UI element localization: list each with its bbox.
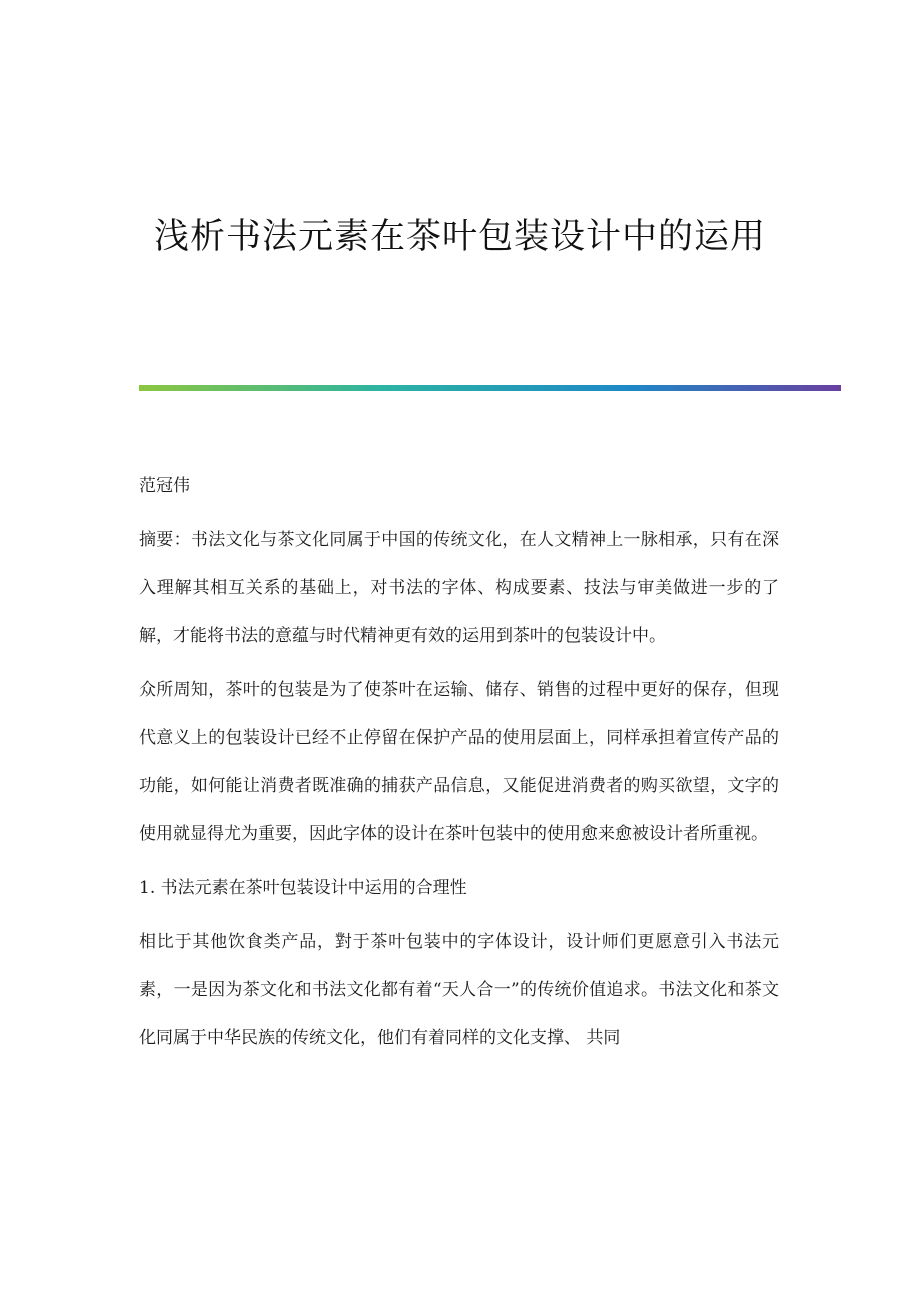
section-paragraph: 相比于其他饮食类产品，對于茶叶包装中的字体设计，设计师们更愿意引入书法元素，一是因为茶文化和书法文化都有着“天人合一”的传统价值追求。书法文化和茶文化同属于中华民族的传统文化，他们有着同样的文化支撑、 共同 (139, 932, 779, 1048)
author-name: 范冠伟 (139, 476, 190, 496)
section-heading: 1. 书法元素在茶叶包装设计中运用的合理性 (139, 878, 467, 898)
document-title: 浅析书法元素在茶叶包装设计中的运用 (153, 217, 766, 257)
abstract-paragraph: 摘要：书法文化与茶文化同属于中国的传统文化，在人文精神上一脉相承，只有在深入理解其相互关系的基础上，对书法的字体、构成要素、技法与审美做进一步的了解，才能将书法的意蕴与时代精神更有效的运用到茶叶的包装设计中。 (139, 530, 779, 646)
document-body (139, 462, 779, 1068)
title-divider (139, 385, 841, 391)
intro-paragraph: 众所周知，茶叶的包装是为了使茶叶在运输、储存、销售的过程中更好的保存，但现代意义上的包装设计已经不止停留在保护产品的使用层面上，同样承担着宣传产品的功能，如何能让消费者既准确的捕获产品信息，又能促进消费者的购买欲望，文字的使用就显得尤为重要，因此字体的设计在茶叶包装中的使用愈来愈被设计者所重视。 (139, 680, 779, 844)
